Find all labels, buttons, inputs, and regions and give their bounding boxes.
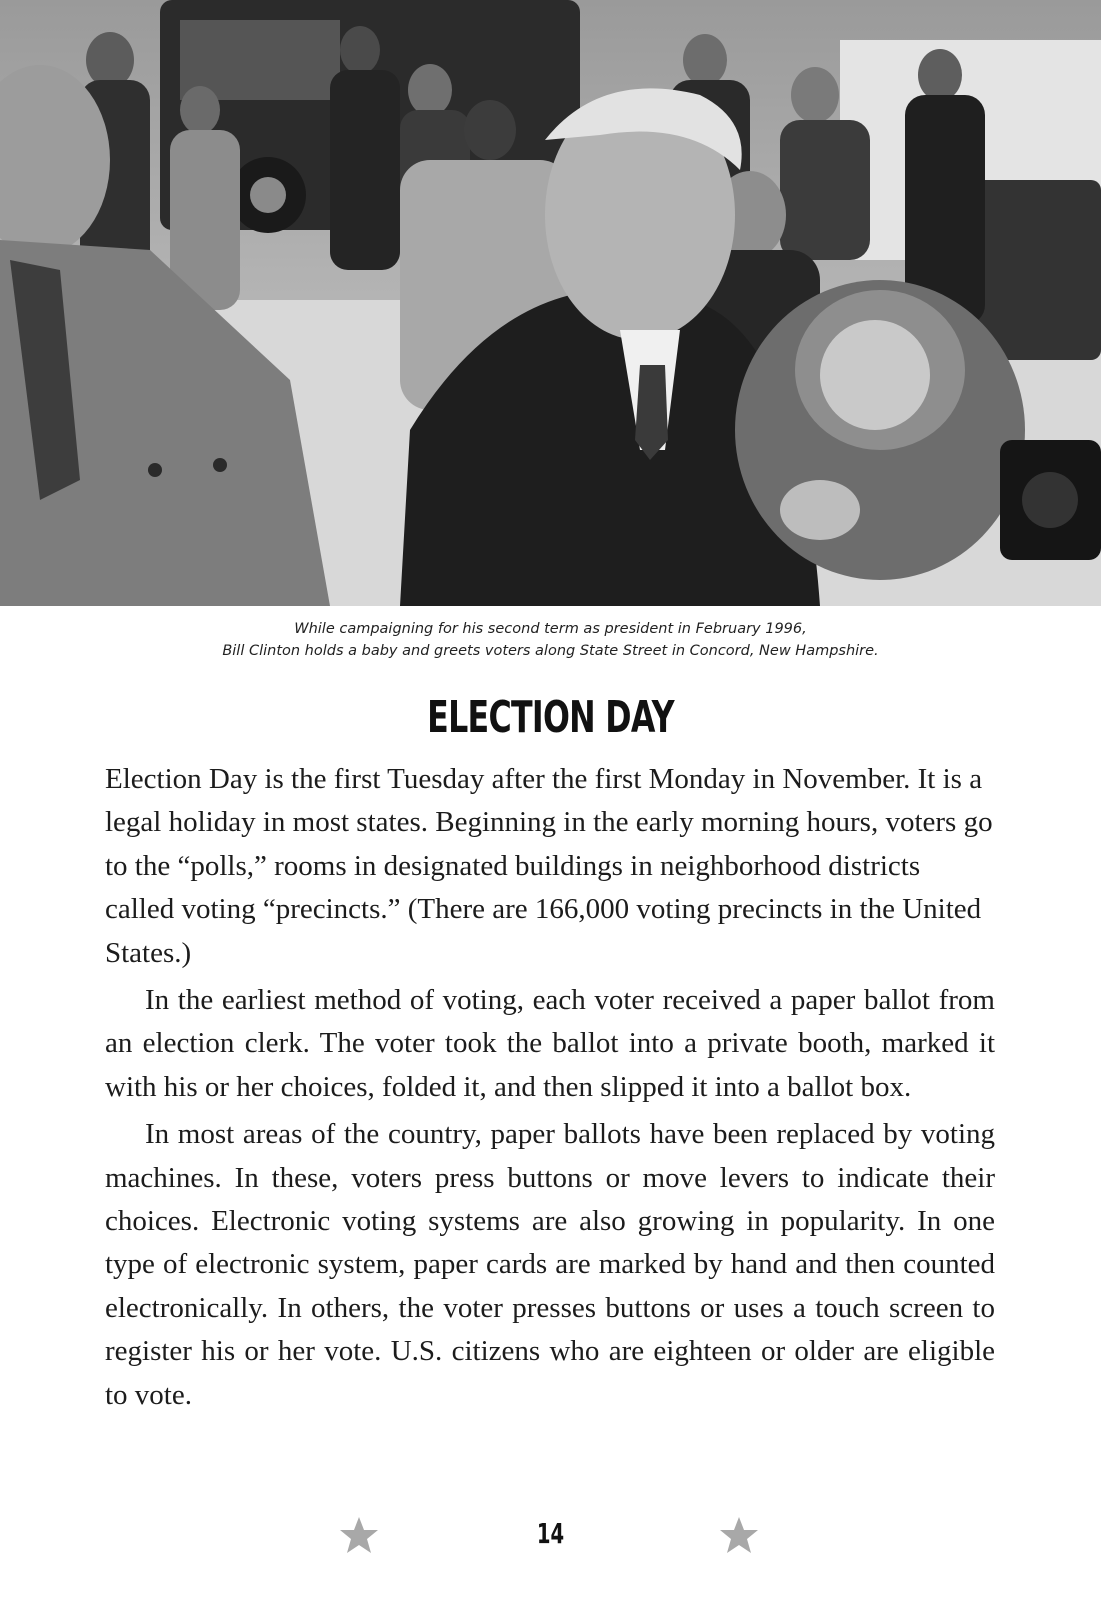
section-heading: ELECTION DAY [427, 692, 674, 743]
star-icon [718, 1515, 760, 1557]
photo-caption [0, 618, 1101, 662]
paragraph: In most areas of the country, paper ballots have been replaced by voting machines. In these, voters press buttons or move levers to indicate their choices. Electronic voting systems are also growing in popularity. In one type of electronic system, paper cards are marked by hand and then counted electronically. In others, the voter presses buttons or uses a touch screen to register his or her vote. U.S. citizens who are eighteen or older are eligible to vote. [105, 1118, 995, 1411]
page-footer [0, 1515, 1101, 1575]
caption-line-1: While campaigning for his second term as president in February 1996, [294, 621, 807, 637]
caption-line-2: Bill Clinton holds a baby and greets voters along State Street in Concord, New Hampshire. [222, 643, 879, 659]
page-number: 14 [536, 1517, 565, 1550]
paragraph: Election Day is the first Tuesday after the first Monday in November. It is a legal holiday in most states. Beginning in the early morning hours, voters go to the “polls,” rooms in designated buildings in neighborhood districts called voting “precincts.” (There are 166,000 voting precincts in the United States.) [105, 763, 993, 969]
news-photo [0, 0, 1101, 606]
paragraph: In the earliest method of voting, each voter received a paper ballot from an election clerk. The voter took the ballot into a private booth, marked it with his or her choices, folded it, and then slipped it into a ballot box. [105, 984, 995, 1103]
photograph-icon [0, 0, 1101, 606]
article-body [105, 758, 995, 1421]
